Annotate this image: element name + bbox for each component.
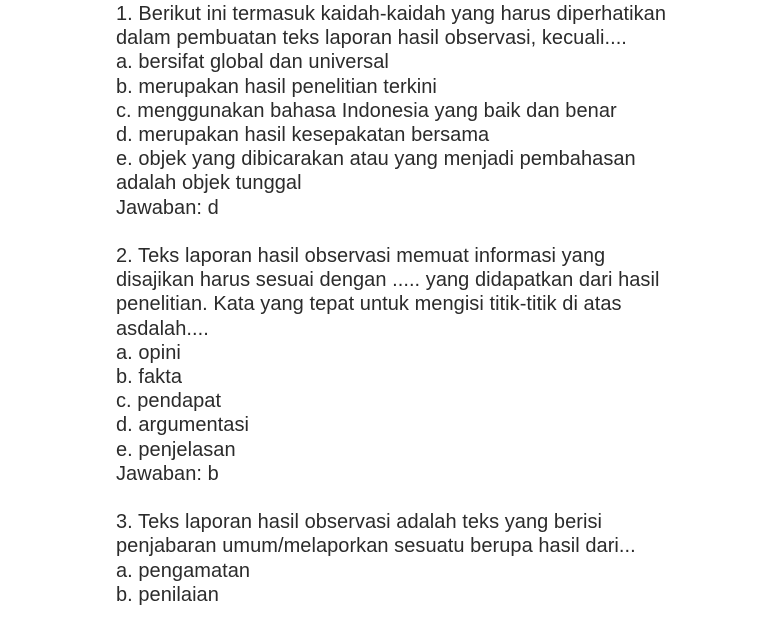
question-2-option-a: a. opini xyxy=(116,341,181,364)
question-1-option-b: b. merupakan hasil penelitian terkini xyxy=(116,75,437,98)
question-1-option-c: c. menggunakan bahasa Indonesia yang baik dan benar xyxy=(116,99,617,122)
question-1 xyxy=(116,2,676,220)
question-2-option-b: b. fakta xyxy=(116,366,182,389)
question-3 xyxy=(116,510,676,607)
question-3-option-a: a. pengamatan xyxy=(116,559,251,582)
question-1-option-d: d. merupakan hasil kesepakatan bersama xyxy=(116,124,490,147)
document-body xyxy=(116,2,676,631)
question-2-option-c: c. pendapat xyxy=(116,390,222,413)
question-2-option-e: e. penjelasan xyxy=(116,438,236,461)
question-1-stem: 1. Berikut ini termasuk kaidah-kaidah yang harus diperhatikan dalam pembuatan teks laporan hasil observasi, kecuali.... xyxy=(116,3,672,50)
question-3-option-b: b. penilaian xyxy=(116,583,219,606)
question-3-stem: 3. Teks laporan hasil observasi adalah teks yang berisi penjabaran umum/melaporkan sesuatu berupa hasil dari... xyxy=(116,511,636,558)
question-2-option-d: d. argumentasi xyxy=(116,414,249,437)
question-1-option-a: a. bersifat global dan universal xyxy=(116,51,389,74)
question-1-answer: Jawaban: d xyxy=(116,196,219,219)
question-1-option-e: e. objek yang dibicarakan atau yang menjadi pembahasan adalah objek tunggal xyxy=(116,148,642,195)
question-2-stem: 2. Teks laporan hasil observasi memuat informasi yang disajikan harus sesuai dengan ..... yang didapatkan dari hasil penelitian. Kata yang tepat untuk mengisi titik-titik di atas asdalah.... xyxy=(116,245,666,340)
question-2 xyxy=(116,244,676,486)
question-2-answer: Jawaban: b xyxy=(116,462,219,485)
